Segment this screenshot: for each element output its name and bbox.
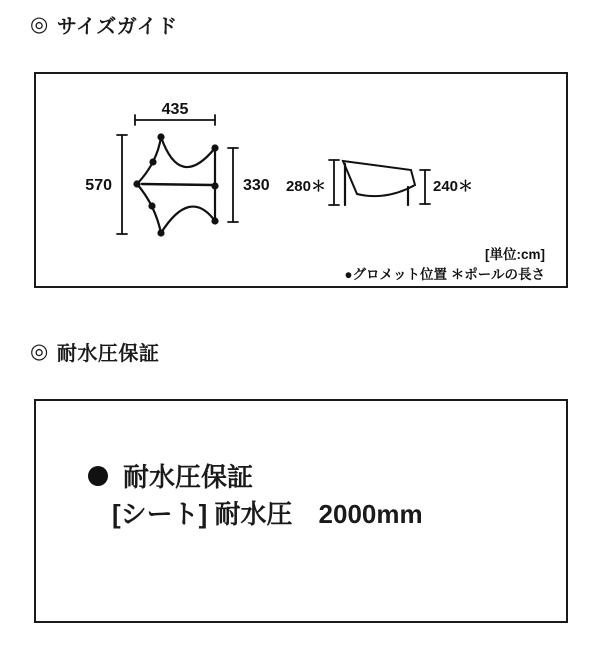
water-resistance-spec: [シート] 耐水圧 2000mm — [112, 499, 423, 529]
right-edge-dimension-line — [228, 148, 238, 222]
height-dimension-line — [117, 135, 127, 234]
tarp-side-view-diagram — [329, 160, 430, 205]
side-view-tarp-outline — [343, 161, 415, 196]
right-pole-dimension-line — [420, 170, 430, 204]
tarp-ridge-line — [142, 184, 212, 185]
bullet-icon — [88, 466, 108, 486]
size-guide-panel — [34, 72, 568, 288]
height-dimension-label: 570 — [85, 177, 112, 194]
water-resistance-heading-label: 耐水圧保証 — [56, 343, 160, 365]
size-guide-diagram — [36, 74, 566, 286]
water-resistance-title: 耐水圧保証 — [123, 462, 254, 492]
left-pole-dimension-line — [329, 160, 339, 205]
width-dimension-label: 435 — [161, 101, 189, 118]
water-resistance-panel — [34, 399, 568, 623]
water-resistance-title-row — [88, 457, 253, 494]
size-guide-heading — [30, 10, 178, 39]
tarp-top-view-diagram — [117, 115, 238, 237]
right-edge-dimension-label: 330 — [243, 177, 270, 194]
right-pole-dimension-label: 240＊ — [433, 178, 474, 195]
double-circle-icon: ◎ — [30, 340, 49, 363]
double-circle-icon: ◎ — [30, 13, 49, 36]
unit-note: [単位:cm] — [485, 247, 545, 262]
water-resistance-heading — [30, 337, 159, 366]
grommet-legend: ●グロメット位置 ＊ポールの長さ — [344, 267, 545, 282]
left-pole-dimension-label: 280＊ — [285, 178, 326, 195]
size-guide-heading-label: サイズガイド — [56, 16, 178, 38]
